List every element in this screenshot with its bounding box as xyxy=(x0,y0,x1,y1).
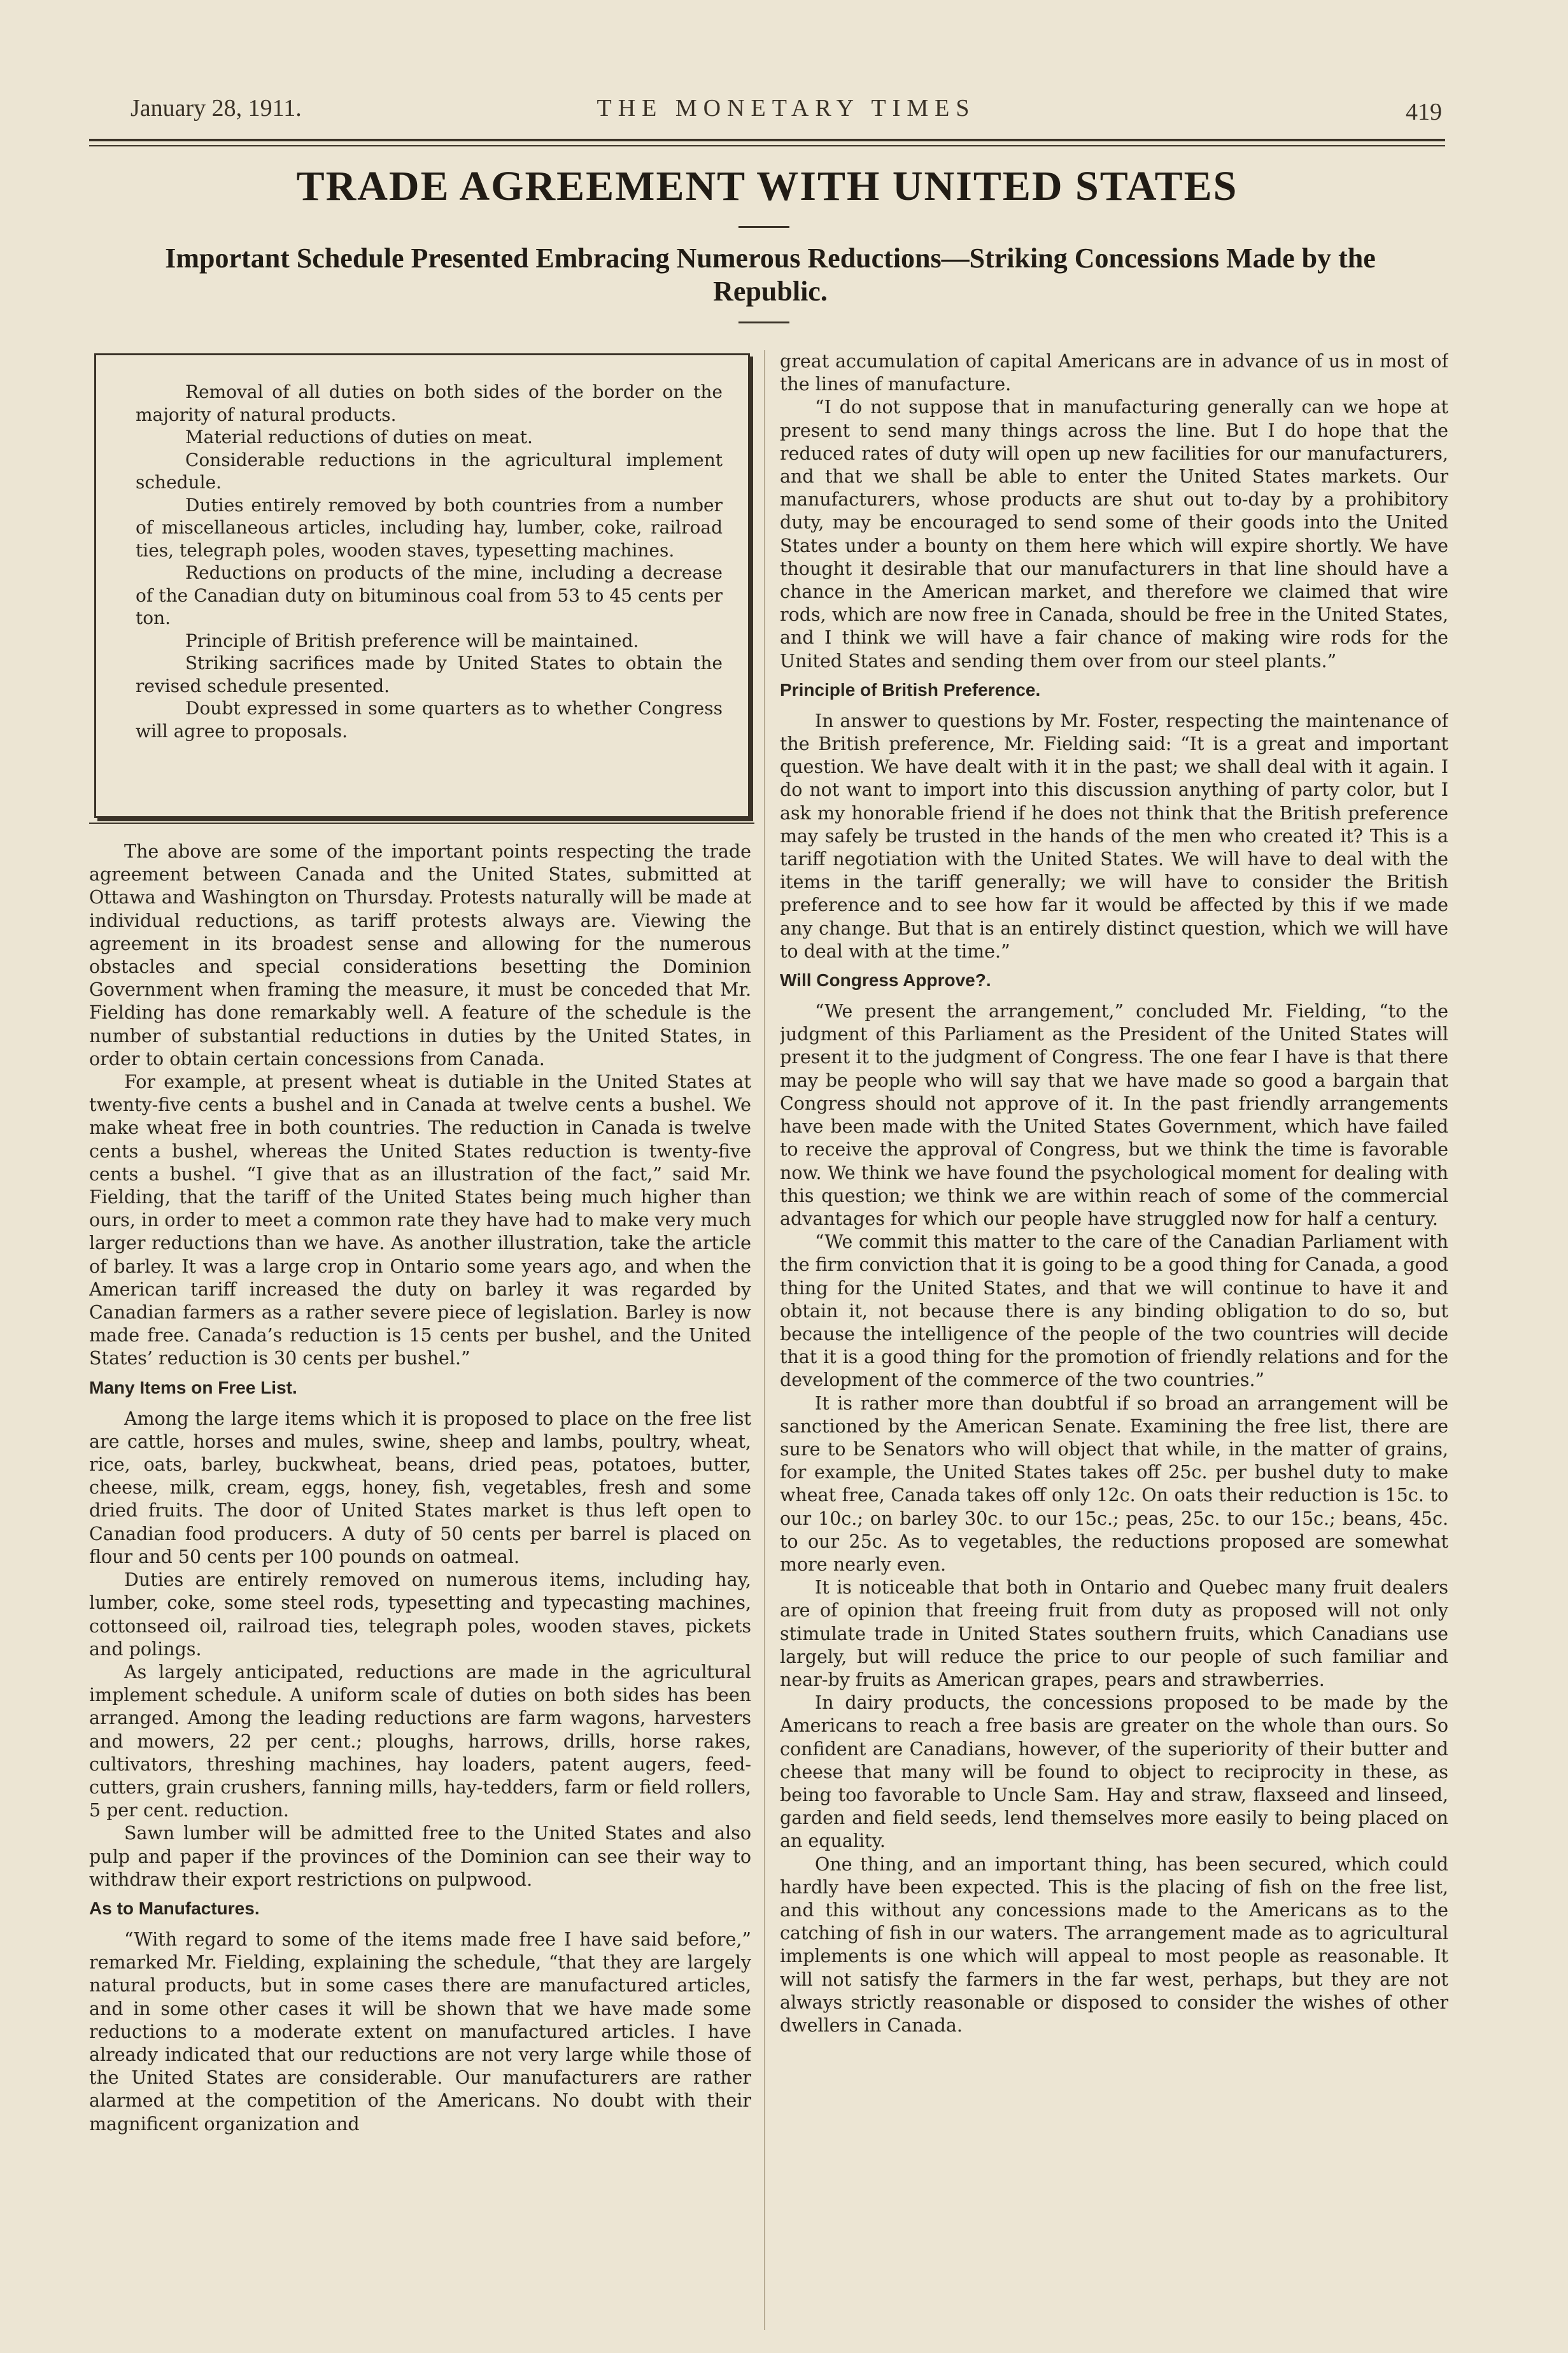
paragraph: great accumulation of capital Americans are in advance of us in most of the lines of manufacture. xyxy=(780,351,1448,395)
running-head xyxy=(131,94,1442,132)
section-heading-manufactures: As to Manufactures. xyxy=(89,1898,260,1918)
summary-box xyxy=(94,353,750,818)
article-title: TRADE AGREEMENT WITH UNITED STATES xyxy=(296,163,1238,209)
paragraph: Duties are entirely removed on numerous items, including hay, lumber, coke, some steel rods, typesetting and typecasting machines, cottonseed oil, railroad ties, telegraph poles, wooden staves, pickets and polings. xyxy=(89,1569,751,1660)
paragraph: Sawn lumber will be admitted free to the United States and also pulp and paper if the provinces of the Dominion can see their way to withdraw their export restrictions on pulpwood. xyxy=(89,1823,751,1890)
paragraph: As largely anticipated, reductions are made in the agricultural implement schedule. A uniform scale of duties on both sides has been arranged. Among the leading reductions are farm wagons, harvesters and mowers, 22 per cent.; ploughs, harrows, drills, horse rakes, cultivators, threshing machines, hay loaders, patent augers, feed-cutters, grain crushers, fanning mills, hay-tedders, farm or field rollers, 5 per cent. reduction. xyxy=(89,1661,751,1821)
paragraph: “We commit this matter to the care of the Canadian Parliament with the firm conviction that it is going to be a good thing for Canada, a good thing for the United States, and that we will continue to have it and obtain it, not because there is any binding obligation to do so, but because the intelligence of the people of the two countries will decide that it is a good thing for the promotion of friendly relations and for the development of the commerce of the two countries.” xyxy=(780,1231,1448,1391)
article-subtitle: Important Schedule Presented Embracing Numerous Reductions—Striking Concessions Made by the Republic. xyxy=(165,243,1376,307)
paragraph: It is rather more than doubtful if so broad an arrangement will be sanctioned by the American Senate. Examining the free list, there are sure to be Senators who will object that while, in the matter of grains, for example, the United States takes off 25c. per bushel duty to make wheat free, Canada takes off only 12c. On oats their reduction is 15c. to our 10c.; on barley 30c. to our 15c.; peas, 25c. to our 15c.; beans, 45c. to our 25c. As to vegetables, the reductions proposed are somewhat more nearly even. xyxy=(780,1392,1448,1575)
section-heading-british-preference: Principle of British Preference. xyxy=(780,679,1041,700)
paragraph: “We present the arrangement,” concluded Mr. Fielding, “to the judgment of this Parliament as the President of the United States will present it to the judgment of Congress. The one fear I have is that there may be people who will say that we have made so good a bargain that Congress should not approve of it. In the past friendly arrangements have been made with the United States Government, which have failed to receive the approval of Congress, but we think the time is favorable now. We think we have found the psychological moment for dealing with this question; we think we are within reach of some of the commercial advantages for which our people have struggled now for half a century. xyxy=(780,1001,1448,1229)
subtitle-divider xyxy=(738,322,789,323)
paragraph: It is noticeable that both in Ontario and Quebec many fruit dealers are of opinion that freeing fruit from duty as proposed will not only stimulate trade in United States southern fruits, which Canadians use largely, but will reduce the price to our people of such familiar and near-by fruits as American grapes, pears and strawberries. xyxy=(780,1577,1448,1690)
paragraph: In dairy products, the concessions proposed to be made by the Americans to reach a free basis are greater on the whole than ours. So confident are Canadians, however, of the superiority of their butter and cheese that many will be found to object to reciprocity in these, as being too favorable to Uncle Sam. Hay and straw, flaxseed and linseed, garden and field seeds, lend themselves more easily to being placed on an equality. xyxy=(780,1692,1448,1852)
paragraph: “With regard to some of the items made free I have said before,” remarked Mr. Fielding, explaining the schedule, “that they are largely natural products, but in some cases there are manufactured articles, and in some other cases it will be shown that we have made some reductions to a moderate extent on manufactured articles. I have already indicated that our reductions are not very large while those of the United States are considerable. Our manufacturers are rather alarmed at the competition of the Americans. No doubt with their magnificent organization and xyxy=(89,1928,751,2135)
paragraph: For example, at present wheat is dutiable in the United States at twenty-five cents a bushel and in Canada at twelve cents a bushel. We make wheat free in both countries. The reduction in Canada is twelve cents a bushel, whereas the United States reduction is twenty-five cents a bushel. “I give that as an illustration of the fact,” said Mr. Fielding, that the tariff of the United States being much higher than ours, in order to meet a common rate they have had to make very much larger reductions than we have. As another illustration, take the article of barley. It was a large crop in Ontario some years ago, and when the American tariff increased the duty on barley it was regarded by Canadian farmers as a rather severe piece of legislation. Barley is now made free. Canada’s reduction is 15 cents per bushel, and the United States’ reduction is 30 cents per bushel.” xyxy=(89,1071,751,1369)
column-divider xyxy=(764,350,765,2330)
title-divider xyxy=(738,226,789,228)
left-column xyxy=(89,840,751,2324)
summary-item: Material reductions of duties on meat. xyxy=(185,427,533,448)
summary-item: Principle of British preference will be maintained. xyxy=(185,630,639,651)
paragraph: In answer to questions by Mr. Foster, respecting the maintenance of the British preference, Mr. Fielding said: “It is a great and important question. We have dealt with it in the past; we shall deal with it again. I do not want to import into this discussion anything of party color, but I ask my honorable friend if he does not think that the British preference may safely be trusted in the hands of the men who created it? This is a tariff negotiation with the United States. We will have to deal with the items in the tariff generally; we will have to consider the British preference and to see how far it would be affected by this if we made any change. But that is an entirely distinct question, which we will have to deal with at the time.” xyxy=(780,710,1448,962)
summary-item: Doubt expressed in some quarters as to whether Congress will agree to proposals. xyxy=(136,698,723,742)
summary-item: Removal of all duties on both sides of the border on the majority of natural products. xyxy=(136,381,723,425)
header-rule-thin xyxy=(89,145,1445,146)
summary-rule xyxy=(89,823,754,824)
right-column xyxy=(780,350,1448,2330)
issue-date: January 28, 1911. xyxy=(131,95,302,122)
paragraph: “I do not suppose that in manufacturing generally can we hope at present to send many things across the line. But I do hope that the reduced rates of duty will open up new facilities for our manufacturers, and that we shall be able to enter the United States markets. Our manufacturers, whose products are shut out to-day by a prohibitory duty, may be encouraged to send some of their goods into the United States under a bounty on them here which will expire shortly. We have thought it desirable that our manufacturers in that line should have a chance in the American market, and therefore we claimed that wire rods, which are now free in Canada, should be free in the United States, and I think we will have a fair chance of making wire rods for the United States and sending them over from our steel plants.” xyxy=(780,397,1448,672)
header-rule-thick xyxy=(89,139,1445,141)
summary-item: Duties entirely removed by both countries from a number of miscellaneous articles, including hay, lumber, coke, railroad ties, telegraph poles, wooden staves, typesetting machines. xyxy=(136,494,723,561)
page-number: 419 xyxy=(1406,99,1442,125)
summary-item: Striking sacrifices made by United States to obtain the revised schedule presented. xyxy=(136,653,723,696)
paragraph: The above are some of the important points respecting the trade agreement between Canada and the United States, submitted at Ottawa and Washington on Thursday. Protests naturally will be made at individual reductions, as tariff protests always are. Viewing the agreement in its broadest sense and allowing for the numerous obstacles and special considerations besetting the Dominion Government when framing the measure, it must be conceded that Mr. Fielding has done remarkably well. A feature of the schedule is the number of substantial reductions in duties by the United States, in order to obtain certain concessions from Canada. xyxy=(89,841,751,1070)
paragraph: One thing, and an important thing, has been secured, which could hardly have been expected. This is the placing of fish on the free list, and this without any concessions made to the Americans as to the catching of fish in our waters. The arrangement made as to agricultural implements is one which will appeal to most people as reasonable. It will not satisfy the farmers in the far west, perhaps, but they are not always strictly reasonable or disposed to consider the wishes of other dwellers in Canada. xyxy=(780,1853,1448,2037)
paragraph: Among the large items which it is proposed to place on the free list are cattle, horses and mules, swine, sheep and lambs, poultry, wheat, rice, oats, barley, buckwheat, beans, dried peas, potatoes, butter, cheese, milk, cream, eggs, honey, fish, vegetables, fresh and some dried fruits. The door of United States market is thus left open to Canadian food producers. A duty of 50 cents per barrel is placed on flour and 50 cents per 100 pounds on oatmeal. xyxy=(89,1408,751,1567)
summary-item: Considerable reductions in the agricultural implement schedule. xyxy=(136,449,723,493)
masthead: THE MONETARY TIMES xyxy=(597,95,976,122)
section-heading-free-list: Many Items on Free List. xyxy=(89,1377,297,1397)
summary-item: Reductions on products of the mine, including a decrease of the Canadian duty on bituminous coal from 53 to 45 cents per ton. xyxy=(136,562,723,628)
section-heading-congress: Will Congress Approve?. xyxy=(780,970,991,991)
